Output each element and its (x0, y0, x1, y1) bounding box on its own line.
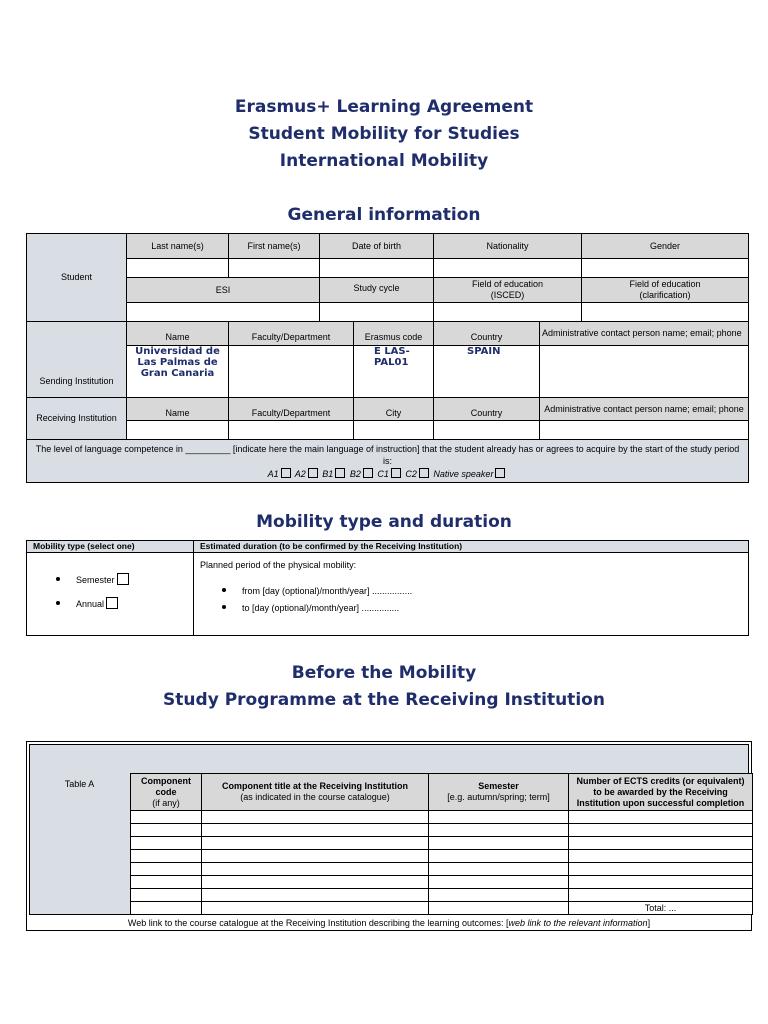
title-cell[interactable] (202, 837, 429, 850)
field-isced-line1: Field of education (471, 279, 544, 289)
semester-cell[interactable] (429, 850, 569, 863)
sending-faculty-field[interactable] (229, 346, 354, 398)
language-level-options (35, 468, 740, 480)
col-field-isced (434, 278, 582, 303)
sending-col-name: Name (127, 322, 229, 346)
table-row (131, 837, 753, 850)
receiving-col-country: Country (434, 398, 540, 421)
sending-contact-field[interactable] (540, 346, 749, 398)
annual-label: Annual (76, 599, 105, 609)
title-cell[interactable] (202, 824, 429, 837)
field-clar-line1: Field of education (629, 279, 701, 289)
level-b1-checkbox[interactable] (335, 468, 345, 478)
study-programme-table (130, 773, 753, 915)
level-c2-label: C2 (405, 469, 417, 479)
sending-col-erasmus-code: Erasmus code (354, 322, 434, 346)
semester-title: Semester (478, 781, 519, 791)
field-isced-line2: (ISCED) (490, 290, 525, 300)
semester-note: [e.g. autumn/spring; term] (447, 792, 550, 802)
total-title-cell (202, 902, 429, 915)
semester-label: Semester (76, 575, 115, 585)
title-cell[interactable] (202, 863, 429, 876)
title-cell[interactable] (202, 811, 429, 824)
table-row (131, 824, 753, 837)
planned-period-text: Planned period of the physical mobility: (200, 560, 357, 570)
col-last-name: Last name(s) (127, 234, 229, 259)
level-b2-label: B2 (349, 469, 361, 479)
code-cell[interactable] (131, 811, 202, 824)
code-cell[interactable] (131, 850, 202, 863)
language-competence-text: The level of language competence in _________ [indicate here the main language of instruction] that the student already has or agrees to acquire by the start of the study period is: (35, 444, 740, 466)
table-row (131, 850, 753, 863)
sending-col-country: Country (434, 322, 540, 346)
receiving-col-name: Name (127, 398, 229, 421)
col-first-name: First name(s) (229, 234, 320, 259)
credits-cell[interactable] (569, 811, 753, 824)
level-b1-label: B1 (322, 469, 334, 479)
receiving-contact-field[interactable] (540, 421, 749, 440)
level-a1-checkbox[interactable] (281, 468, 291, 478)
document-subtitle: Student Mobility for Studies (248, 124, 520, 144)
credits-cell[interactable] (569, 824, 753, 837)
first-name-field[interactable] (229, 259, 320, 278)
table-row (131, 889, 753, 902)
col-component-code (131, 774, 202, 811)
mobility-type-header: Mobility type (select one) (27, 541, 194, 553)
student-label: Student (27, 234, 127, 322)
semester-option (56, 573, 129, 585)
col-component-title (202, 774, 429, 811)
level-native-checkbox[interactable] (495, 468, 505, 478)
semester-cell[interactable] (429, 824, 569, 837)
code-cell[interactable] (131, 837, 202, 850)
receiving-institution-label: Receiving Institution (27, 398, 127, 440)
date-of-birth-field[interactable] (320, 259, 434, 278)
general-information-heading: General information (287, 205, 481, 225)
title-cell[interactable] (202, 876, 429, 889)
col-field-clarification (582, 278, 749, 303)
receiving-name-field[interactable] (127, 421, 229, 440)
title-cell[interactable] (202, 850, 429, 863)
sending-name-value[interactable]: Universidad de Las Palmas de Gran Canaria (127, 346, 229, 398)
level-native-label: Native speaker (433, 469, 494, 479)
semester-cell[interactable] (429, 889, 569, 902)
receiving-city-field[interactable] (354, 421, 434, 440)
total-semester-cell (429, 902, 569, 915)
web-link-prefix: Web link to the course catalogue at the Receiving Institution describing the learning outcomes: [ (127, 918, 509, 928)
table-a-label: Table A (64, 779, 95, 789)
last-name-field[interactable] (127, 259, 229, 278)
component-code-note: (if any) (152, 797, 180, 808)
bullet-icon (56, 601, 60, 605)
sending-col-contact: Administrative contact person name; email; phone (540, 322, 749, 346)
bullet-icon (222, 588, 226, 592)
code-cell[interactable] (131, 824, 202, 837)
web-link-text[interactable] (29, 917, 749, 929)
table-row (131, 863, 753, 876)
mobility-heading: Mobility type and duration (256, 512, 512, 532)
sending-erasmus-code-value[interactable]: E LAS-PAL01 (354, 346, 434, 398)
col-nationality: Nationality (434, 234, 582, 259)
before-mobility-heading: Before the Mobility (291, 663, 477, 683)
total-row (131, 902, 753, 915)
level-a1-label: A1 (267, 469, 279, 479)
gender-field[interactable] (582, 259, 749, 278)
sending-institution-label: Sending Institution (27, 322, 127, 398)
annual-option (56, 597, 118, 609)
semester-cell[interactable] (429, 876, 569, 889)
receiving-col-city: City (354, 398, 434, 421)
table-row (131, 811, 753, 824)
title-cell[interactable] (202, 889, 429, 902)
sending-country-value[interactable]: SPAIN (434, 346, 540, 398)
document-subtitle-2: International Mobility (279, 151, 489, 171)
annual-checkbox[interactable] (106, 597, 118, 609)
code-cell[interactable] (131, 889, 202, 902)
level-c2-checkbox[interactable] (419, 468, 429, 478)
esi-field[interactable] (127, 303, 320, 322)
semester-cell[interactable] (429, 811, 569, 824)
receiving-col-contact: Administrative contact person name; email; phone (540, 398, 749, 421)
level-c1-checkbox[interactable] (391, 468, 401, 478)
total-cell[interactable]: Total: ... (569, 902, 753, 915)
nationality-field[interactable] (434, 259, 582, 278)
semester-cell[interactable] (429, 837, 569, 850)
receiving-col-faculty: Faculty/Department (229, 398, 354, 421)
component-title-title: Component title at the Receiving Institution (221, 781, 408, 791)
semester-checkbox[interactable] (117, 573, 129, 585)
credits-cell[interactable] (569, 850, 753, 863)
from-date-line[interactable] (222, 586, 412, 596)
semester-cell[interactable] (429, 863, 569, 876)
col-study-cycle: Study cycle (320, 278, 434, 303)
col-date-of-birth: Date of birth (320, 234, 434, 259)
sending-col-faculty: Faculty/Department (229, 322, 354, 346)
component-code-title: Component code (141, 775, 191, 797)
code-cell[interactable] (131, 863, 202, 876)
component-title-note: (as indicated in the course catalogue) (240, 792, 390, 802)
field-clarification-field[interactable] (582, 303, 749, 322)
to-date-line[interactable] (222, 603, 399, 613)
total-code-cell (131, 902, 202, 915)
bullet-icon (222, 605, 226, 609)
bullet-icon (56, 577, 60, 581)
web-link-placeholder: web link to the relevant information (508, 918, 648, 928)
document-title: Erasmus+ Learning Agreement (234, 97, 534, 117)
credits-cell[interactable] (569, 837, 753, 850)
level-b2-checkbox[interactable] (363, 468, 373, 478)
credits-cell[interactable] (569, 876, 753, 889)
from-date-text: from [day (optional)/month/year] ................ (242, 586, 413, 596)
level-a2-checkbox[interactable] (308, 468, 318, 478)
receiving-faculty-field[interactable] (229, 421, 354, 440)
code-cell[interactable] (131, 876, 202, 889)
col-semester (429, 774, 569, 811)
study-cycle-field[interactable] (320, 303, 434, 322)
col-esi: ESI (127, 278, 320, 303)
to-date-text: to [day (optional)/month/year] ............... (242, 603, 400, 613)
col-ects-credits: Number of ECTS credits (or equivalent) to be awarded by the Receiving Institution upon successful completion (569, 774, 753, 811)
field-clar-line2: (clarification) (639, 290, 691, 300)
col-gender: Gender (582, 234, 749, 259)
web-link-suffix: ] (647, 918, 651, 928)
field-isced-field[interactable] (434, 303, 582, 322)
credits-cell[interactable] (569, 889, 753, 902)
general-information-table (26, 233, 749, 483)
level-c1-label: C1 (377, 469, 389, 479)
mobility-type-cell (27, 553, 194, 636)
study-programme-heading: Study Programme at the Receiving Institution (163, 690, 605, 710)
credits-cell[interactable] (569, 863, 753, 876)
duration-header: Estimated duration (to be confirmed by the Receiving Institution) (194, 541, 749, 553)
table-row (131, 876, 753, 889)
language-competence-row (27, 440, 749, 483)
receiving-country-field[interactable] (434, 421, 540, 440)
level-a2-label: A2 (294, 469, 306, 479)
